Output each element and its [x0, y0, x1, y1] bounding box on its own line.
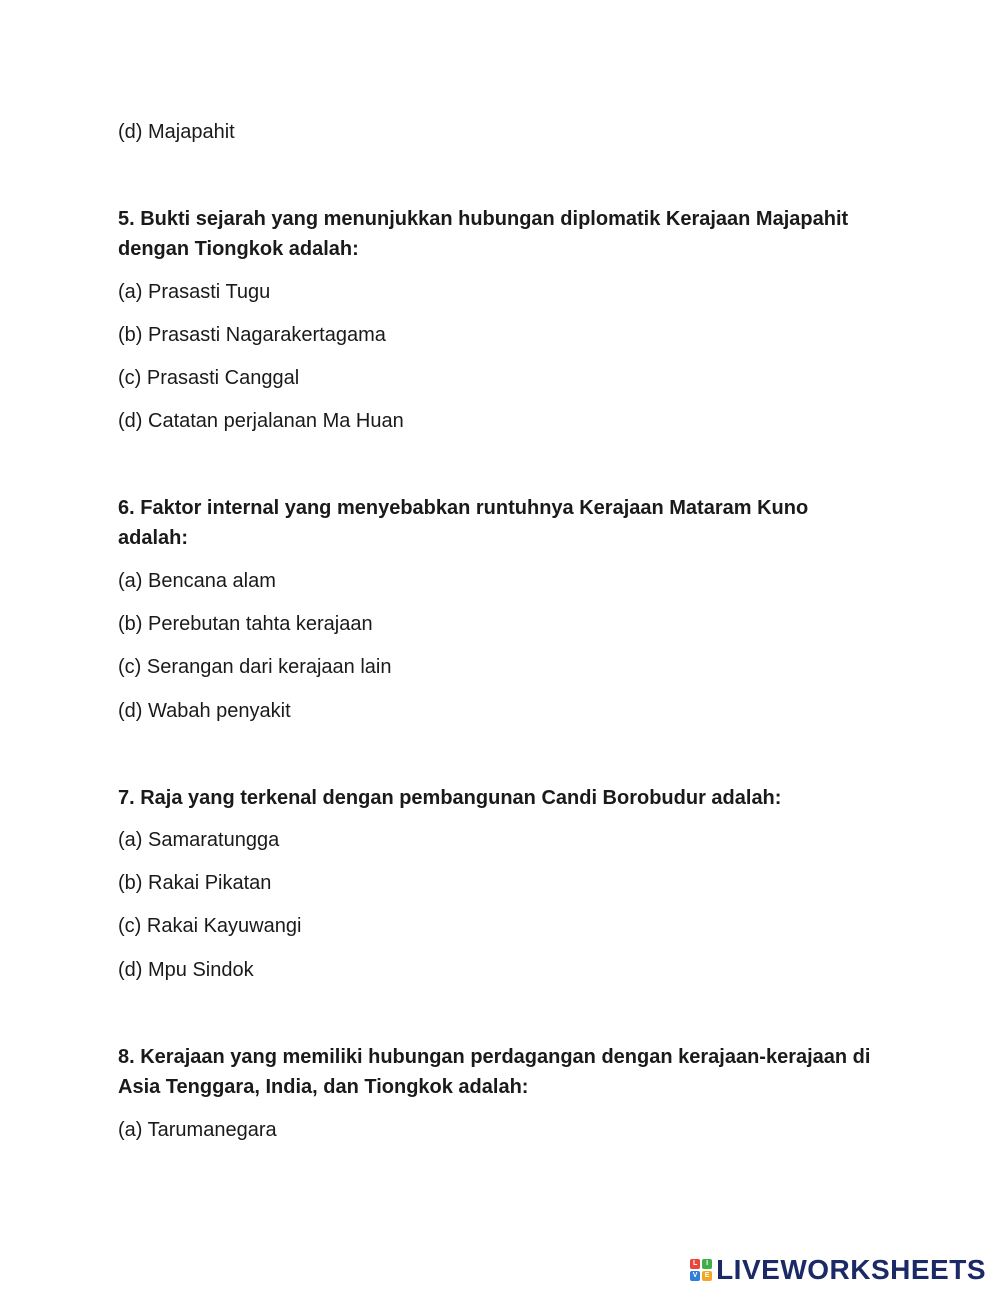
question-5-text-cont: dengan Tiongkok adalah:	[118, 238, 359, 260]
question-7-option-d: (d) Mpu Sindok	[118, 959, 254, 981]
question-5-option-a: (a) Prasasti Tugu	[118, 281, 271, 303]
question-5-text: 5. Bukti sejarah yang menunjukkan hubungan diplomatik Kerajaan Majapahit	[118, 208, 849, 230]
question-7-text: 7. Raja yang terkenal dengan pembangunan Candi Borobudur adalah:	[118, 787, 782, 809]
liveworksheets-logo-icon	[690, 1259, 712, 1281]
question-6-text-cont: adalah:	[118, 527, 189, 549]
question-8-text-cont: Asia Tenggara, India, dan Tiongkok adalah:	[118, 1076, 529, 1098]
question-6-text: 6. Faktor internal yang menyebabkan runtuhnya Kerajaan Mataram Kuno	[118, 497, 809, 519]
liveworksheets-brand	[690, 1250, 986, 1290]
question-5-option-d: (d) Catatan perjalanan Ma Huan	[118, 410, 404, 432]
question-6-option-b: (b) Perebutan tahta kerajaan	[118, 613, 373, 635]
logo-letter-e: E	[702, 1271, 712, 1281]
logo-letter-v: V	[690, 1271, 700, 1281]
question-5-option-b: (b) Prasasti Nagarakertagama	[118, 324, 386, 346]
question-7-option-c: (c) Rakai Kayuwangi	[118, 915, 302, 937]
question-7-option-b: (b) Rakai Pikatan	[118, 872, 272, 894]
liveworksheets-wordmark: LIVEWORKSHEETS	[716, 1254, 986, 1285]
previous-question-option-d: (d) Majapahit	[118, 121, 235, 143]
logo-letter-i: I	[702, 1259, 712, 1269]
question-6-option-c: (c) Serangan dari kerajaan lain	[118, 656, 392, 678]
question-8-text: 8. Kerajaan yang memiliki hubungan perdagangan dengan kerajaan-kerajaan di	[118, 1046, 871, 1068]
question-5-option-c: (c) Prasasti Canggal	[118, 367, 300, 389]
question-6-option-d: (d) Wabah penyakit	[118, 700, 291, 722]
logo-letter-l: L	[690, 1259, 700, 1269]
question-6-option-a: (a) Bencana alam	[118, 570, 276, 592]
question-7-option-a: (a) Samaratungga	[118, 829, 280, 851]
question-8-option-a: (a) Tarumanegara	[118, 1119, 277, 1141]
